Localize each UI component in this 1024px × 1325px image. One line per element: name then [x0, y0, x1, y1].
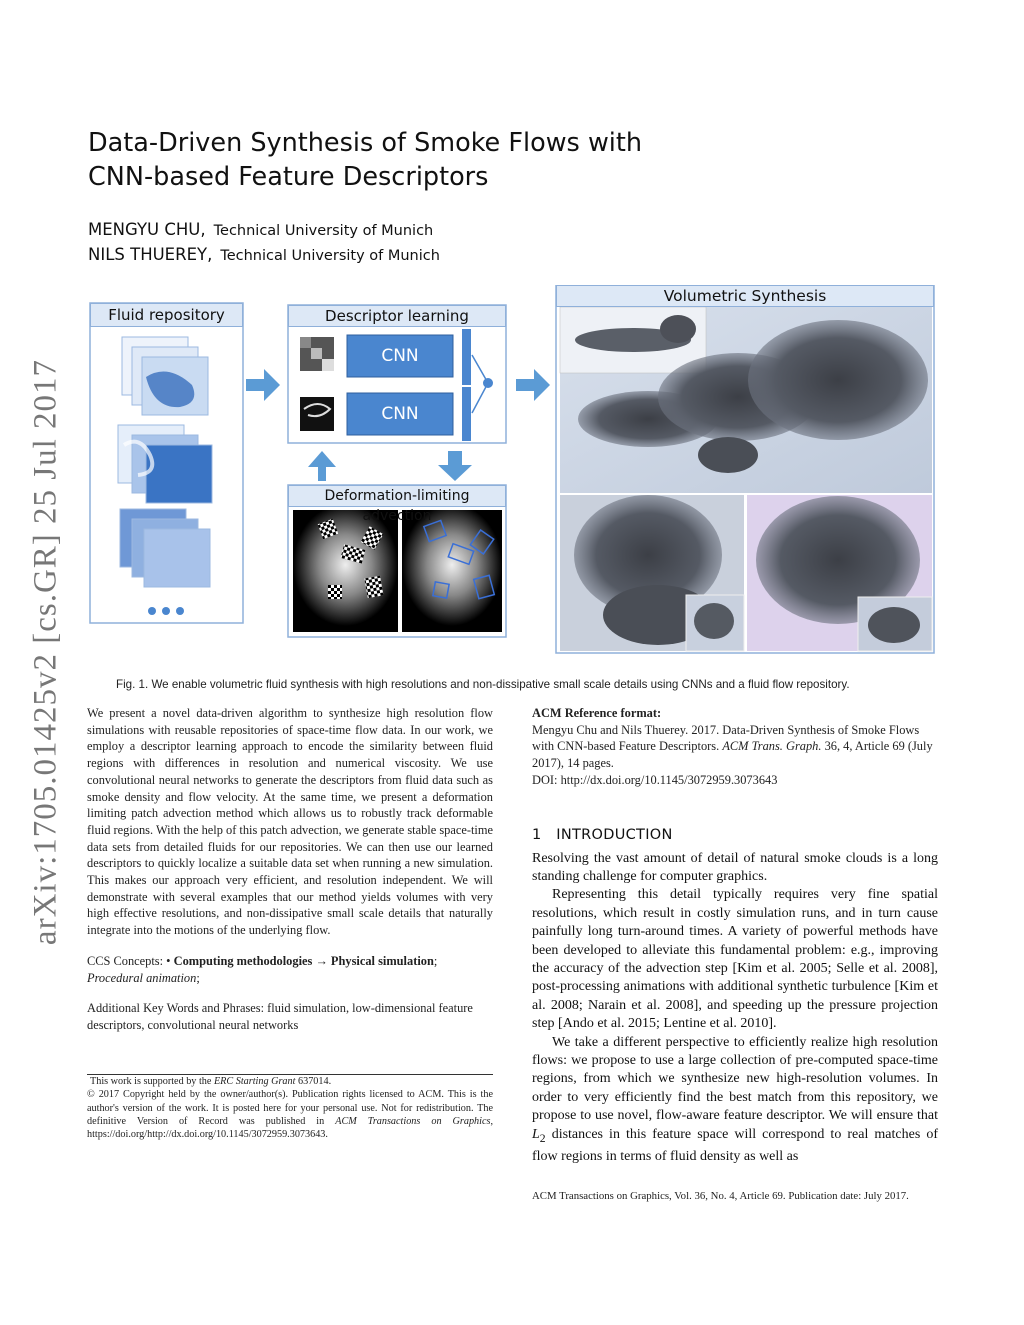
arrow-down-icon: [438, 451, 472, 481]
author-list: [88, 218, 440, 268]
page-footer: ACM Transactions on Graphics, Vol. 36, No. 4, Article 69. Publication date: July 2017.: [532, 1190, 909, 1202]
paper-title: [88, 126, 642, 194]
figure-graphic: [88, 285, 938, 657]
repository-stack-1: [122, 337, 208, 415]
cnn-2-label: CNN: [381, 404, 419, 424]
label-descriptor-learning: Descriptor learning: [288, 305, 506, 327]
acm-ref-doi: DOI: http://dx.doi.org/10.1145/3072959.3073643: [532, 772, 778, 787]
intro-paragraph-2: Representing this detail typically requires very fine spatial resolutions, which result in costly simulation runs, and in turn cause painfully long turn-around times. A variety of powerful methods have been developed to alleviate this fundamental problem: e.g., improving the accuracy of the advection step [Kim et al. 2005; Selle et al. 2008], post-processing animations with additional synthetic turbulence [Kim et al. 2008; Narain et al. 2008], and speeding up the pressure projection step [Ando et al. 2015; Lentine et al. 2010].: [532, 887, 938, 1032]
figure-1: [88, 285, 938, 657]
footnote: [87, 1075, 493, 1141]
intro-paragraph-1: Resolving the vast amount of detail of natural smoke clouds is a long standing challenge for computer graphics.: [532, 850, 938, 884]
title-line-2: CNN-based Feature Descriptors: [88, 162, 489, 192]
label-fluid-repository: Fluid repository: [90, 303, 243, 327]
repository-stack-2: [118, 425, 212, 503]
label-deformation-advection: Deformation-limiting advection: [288, 485, 506, 507]
advection-image-left: [293, 510, 398, 632]
intro-paragraph-3: We take a different perspective to efficiently realize high resolution flows: we propose to use a large collection of pre-computed space-time regions, from which we synthesize new high-resolution volumes. In order to very efficiently find the best match from this repository, we propose to use novel, flow-aware feature descriptor. We will ensure that $L_2$ distances in this feature space will correspond to real matches of flow regions in terms of fluid density as well as: [532, 1034, 939, 1164]
arrow-right-1-icon: [246, 369, 280, 401]
author-1: MENGYU CHU, Technical University of Munich: [88, 220, 434, 239]
figure-caption: Fig. 1. We enable volumetric fluid synthesis with high resolutions and non-dissipative small scale details using CNNs and a fluid flow repository.: [116, 678, 850, 691]
advection-image-right: [402, 510, 502, 632]
abstract: We present a novel data-driven algorithm to synthesize high resolution flow simulations with reusable repositories of space-time flow data. In our work, we employ a descriptor learning approach to encode the similarity between fluid regions with differences in resolution and numerical viscosity. We use convolutional neural networks to generate the descriptors from fluid data such as smoke density and flow velocity. At the same time, we present a deformation limiting patch advection method which allows us to robustly track deformable fluid regions. With the help of this patch advection, we generate stable space-time data sets from detailed fluids for our repositories. We can then use our learned descriptors to quickly localize a suitable data set when running a new simulation. This makes our approach very efficient, and resolution independent. We will demonstrate with several examples that our method yields volumes with very high effective resolutions, and non-dissipative small scale details that naturally integrate into the motions of the underlying flow.: [87, 706, 493, 938]
repository-stack-3: [120, 509, 210, 587]
section-heading-introduction: 1 INTRODUCTION: [532, 826, 673, 843]
arxiv-stamp: arXiv:1705.01425v2 [cs.GR] 25 Jul 2017: [27, 358, 64, 946]
cnn-1-label: CNN: [381, 346, 419, 366]
label-volumetric-synthesis: Volumetric Synthesis: [556, 285, 934, 307]
right-column: [532, 705, 938, 1166]
velocity-patch: [300, 397, 334, 431]
author-2: NILS THUEREY, Technical University of Munich: [88, 245, 440, 264]
keywords: Additional Key Words and Phrases: fluid simulation, low-dimensional feature descriptors, convolutional neural networks: [87, 1001, 473, 1032]
title-line-1: Data-Driven Synthesis of Smoke Flows with: [88, 128, 643, 158]
acm-ref-heading: ACM Reference format:: [532, 706, 662, 720]
copyright-note: © 2017 Copyright held by the owner/author(s). Publication rights licensed to ACM. This is the author's version of the work. It is posted here for your personal use. Not for redistribution. The definitive Version of Record was published in ACM Transactions on Graphics, https://doi.org/http://dx.doi.org/10.1145/3072959.3073643.: [87, 1089, 493, 1141]
acm-reference: ACM Reference format: Mengyu Chu and Nils Thuerey. 2017. Data-Driven Synthesis of Smoke Flows with CNN-based Feature Descriptors. ACM Trans. Graph. 36, 4, Article 69 (July 2017), 14 pages. DOI: http://dx.doi.org/10.1145/3072959.3073643: [532, 706, 933, 787]
arrow-right-2-icon: [516, 369, 550, 401]
ccs-concepts: CCS Concepts: • Computing methodologies → Physical simulation; Procedural animation;: [87, 953, 438, 985]
funding-note: This work is supported by the ERC Starting Grant 637014.: [90, 1076, 332, 1087]
arrow-up-icon: [308, 451, 336, 481]
left-column: [87, 705, 493, 1034]
